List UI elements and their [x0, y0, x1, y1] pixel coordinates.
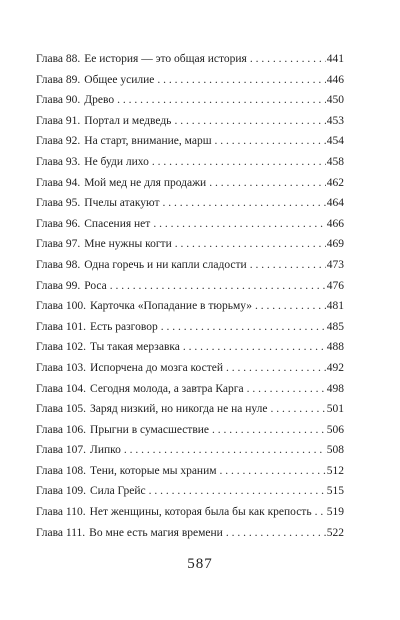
toc-chapter-title: Портал и медведь	[84, 114, 172, 127]
toc-chapter-number: Глава 88.	[36, 53, 81, 65]
toc-page-number: 512	[326, 464, 344, 477]
toc-chapter-title: Роса	[84, 279, 107, 292]
dot-leader	[161, 317, 326, 338]
toc-chapter-number: Глава 102.	[36, 341, 87, 354]
toc-page-number: 498	[326, 382, 344, 395]
dot-leader	[226, 358, 326, 379]
toc-chapter-title: Не буди лихо	[84, 155, 149, 168]
toc-entry	[36, 173, 344, 194]
dot-leader	[175, 234, 326, 255]
toc-page-number: 506	[326, 423, 344, 436]
toc-chapter-title: Одна горечь и ни капли сладости	[84, 258, 247, 271]
toc-page-number: 492	[326, 361, 344, 374]
toc-page-number: 458	[326, 155, 344, 168]
toc-chapter-title: Мне нужны когти	[84, 238, 172, 251]
toc-chapter-number: Глава 91.	[36, 114, 81, 127]
dot-leader	[163, 193, 326, 214]
toc-chapter-number: Глава 98.	[36, 258, 81, 271]
toc-page-number: 469	[326, 238, 344, 251]
dot-leader	[153, 214, 325, 235]
toc-page-number: 476	[326, 279, 344, 292]
toc-entry	[36, 296, 344, 317]
toc-chapter-title: Есть разговор	[90, 320, 158, 333]
toc-entry	[36, 461, 344, 482]
dot-leader	[250, 49, 326, 70]
toc-entry	[36, 502, 344, 523]
toc-page-number: 508	[326, 444, 344, 457]
toc-page-number: 464	[326, 197, 344, 210]
toc-chapter-number: Глава 107.	[36, 444, 87, 457]
toc-chapter-title: Общее усилие	[84, 73, 155, 86]
toc-chapter-number: Глава 97.	[36, 238, 81, 251]
dot-leader	[247, 379, 326, 400]
toc-chapter-title: Мой мед не для продажи	[84, 176, 207, 189]
dot-leader	[124, 440, 326, 461]
toc-entry	[36, 420, 344, 441]
toc-entry	[36, 90, 344, 111]
toc-entry	[36, 276, 344, 297]
toc-chapter-number: Глава 106.	[36, 423, 87, 436]
toc-page-number: 515	[326, 485, 344, 498]
toc-chapter-title: Карточка «Попадание в тюрьму»	[90, 300, 253, 313]
toc-chapter-number: Глава 111.	[36, 526, 86, 539]
toc-chapter-number: Глава 95.	[36, 197, 81, 210]
toc-chapter-title: Во мне есть магия времени	[89, 526, 223, 539]
toc-page-number: 488	[326, 341, 344, 354]
toc-page-number: 519	[326, 506, 344, 519]
dot-leader	[183, 337, 326, 358]
dot-leader	[157, 70, 325, 91]
toc-entry	[36, 358, 344, 379]
dot-leader	[255, 296, 326, 317]
toc-entry	[36, 337, 344, 358]
toc-page-number: 481	[326, 300, 344, 313]
toc-entry	[36, 481, 344, 502]
toc-page-number: 441	[326, 53, 344, 65]
toc-page-number: 485	[326, 320, 344, 333]
dot-leader	[270, 399, 325, 420]
toc-chapter-number: Глава 96.	[36, 217, 81, 230]
toc-chapter-title: На старт, внимание, марш	[84, 135, 212, 148]
toc-chapter-title: Заряд низкий, но никогда не на нуле	[90, 403, 268, 416]
toc-chapter-title: Нет женщины, которая была бы как крепость	[89, 506, 312, 519]
toc-chapter-number: Глава 103.	[36, 361, 87, 374]
dot-leader	[226, 523, 326, 544]
dot-leader	[110, 276, 326, 297]
dot-leader	[149, 481, 326, 502]
toc-chapter-title: Пчелы атакуют	[84, 197, 160, 210]
toc-chapter-number: Глава 108.	[36, 464, 87, 477]
toc-chapter-number: Глава 93.	[36, 155, 81, 168]
toc-entry	[36, 70, 344, 91]
toc-page-number: 522	[326, 526, 344, 539]
toc-chapter-number: Глава 109.	[36, 485, 87, 498]
toc-chapter-number: Глава 110.	[36, 506, 86, 519]
table-of-contents	[36, 49, 344, 543]
toc-chapter-number: Глава 92.	[36, 135, 81, 148]
toc-entry	[36, 131, 344, 152]
toc-entry	[36, 523, 344, 544]
toc-page-number: 446	[326, 73, 344, 86]
toc-entry	[36, 399, 344, 420]
page-number: 587	[187, 556, 213, 572]
dot-leader	[212, 420, 326, 441]
toc-entry	[36, 379, 344, 400]
toc-entry	[36, 152, 344, 173]
dot-leader	[174, 111, 325, 132]
toc-entry	[36, 234, 344, 255]
dot-leader	[250, 255, 326, 276]
toc-page-number: 501	[326, 403, 344, 416]
toc-chapter-title: Сила Грейс	[90, 485, 146, 498]
toc-chapter-title: Прыгни в сумасшествие	[90, 423, 210, 436]
toc-entry	[36, 214, 344, 235]
toc-entry	[36, 111, 344, 132]
toc-chapter-title: Спасения нет	[84, 217, 151, 230]
toc-chapter-number: Глава 89.	[36, 73, 81, 86]
toc-page-number: 473	[326, 258, 344, 271]
toc-chapter-title: Сегодня молода, а завтра Карга	[90, 382, 244, 395]
dot-leader	[220, 461, 326, 482]
toc-chapter-title: Ты такая мерзавка	[90, 341, 180, 354]
dot-leader	[152, 152, 326, 173]
toc-page-number: 454	[326, 135, 344, 148]
dot-leader	[209, 173, 326, 194]
dot-leader	[315, 502, 326, 523]
toc-chapter-title: Испорчена до мозга костей	[90, 361, 223, 374]
toc-chapter-number: Глава 104.	[36, 382, 87, 395]
toc-chapter-number: Глава 90.	[36, 94, 81, 107]
toc-page-number: 466	[326, 217, 344, 230]
toc-chapter-number: Глава 99.	[36, 279, 81, 292]
toc-chapter-title: Липко	[90, 444, 121, 457]
toc-entry	[36, 255, 344, 276]
toc-entry	[36, 49, 344, 70]
toc-chapter-number: Глава 101.	[36, 320, 87, 333]
toc-page-number: 453	[326, 114, 344, 127]
toc-entry	[36, 440, 344, 461]
toc-entry	[36, 193, 344, 214]
toc-chapter-number: Глава 100.	[36, 300, 87, 313]
toc-page-number: 450	[326, 94, 344, 107]
toc-page-number: 462	[326, 176, 344, 189]
toc-chapter-number: Глава 105.	[36, 403, 87, 416]
dot-leader	[215, 131, 326, 152]
toc-chapter-number: Глава 94.	[36, 176, 81, 189]
toc-chapter-title: Древо	[84, 94, 115, 107]
toc-chapter-title: Тени, которые мы храним	[90, 464, 217, 477]
toc-chapter-title: Ее история — это общая история	[84, 53, 247, 65]
toc-entry	[36, 317, 344, 338]
dot-leader	[117, 90, 326, 111]
